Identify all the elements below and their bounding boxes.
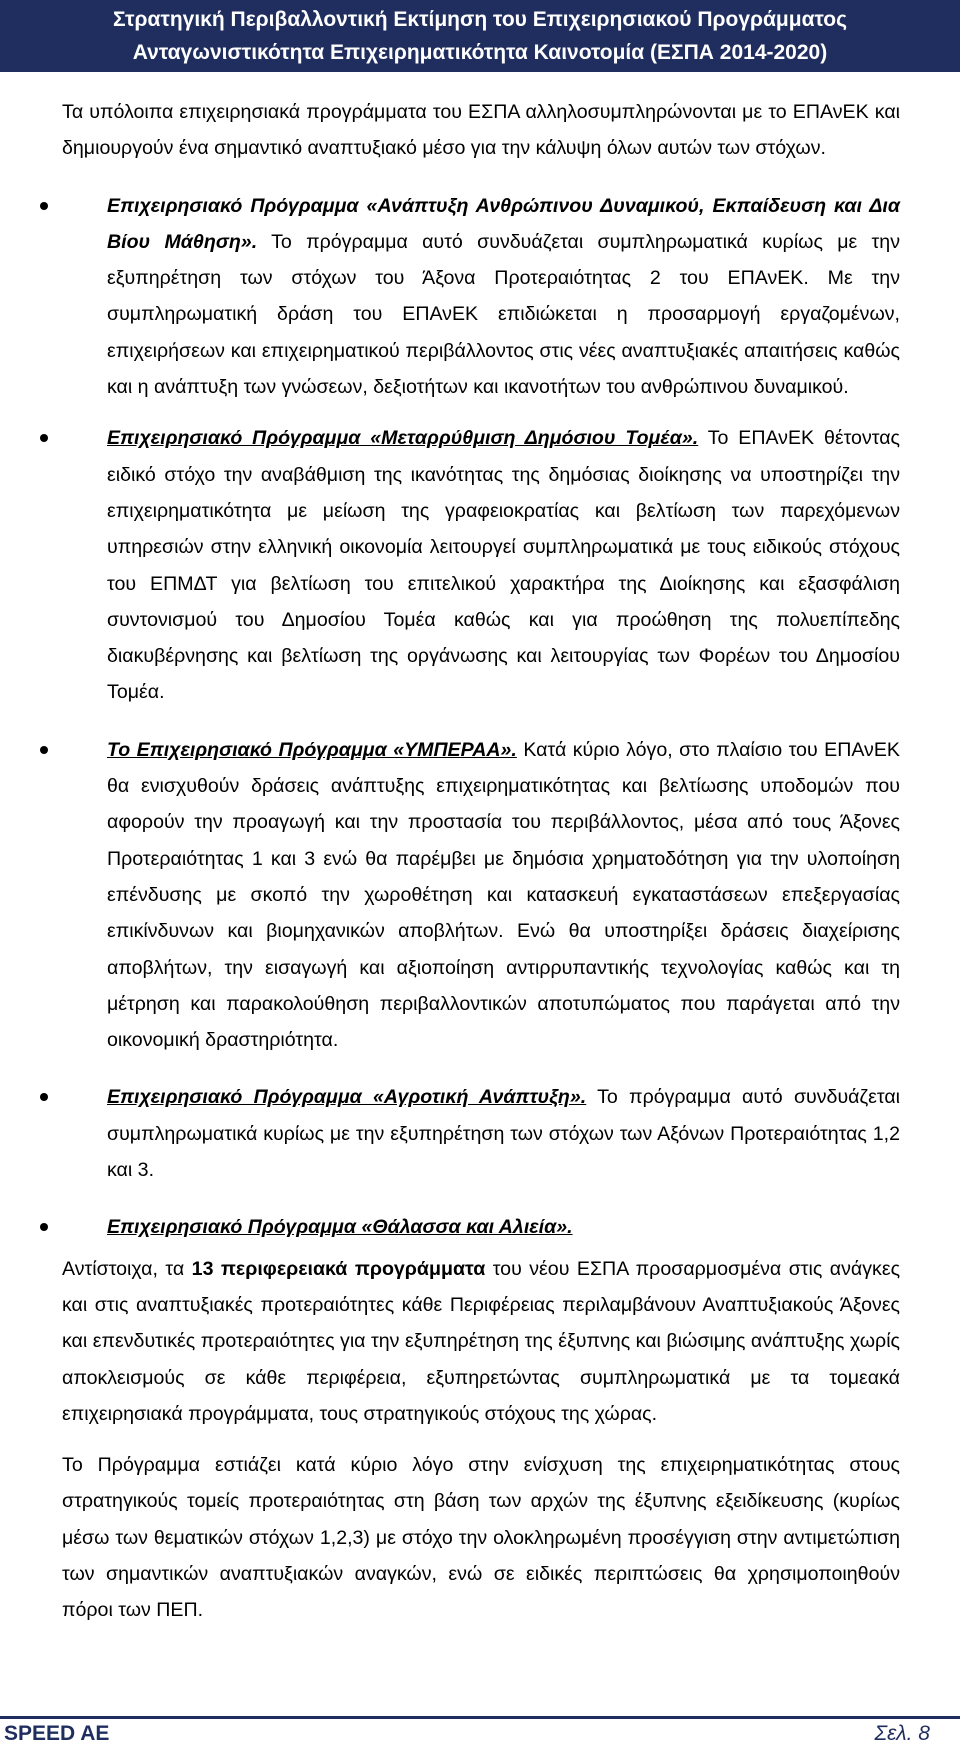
- bullet-icon: [40, 1093, 48, 1101]
- programme-title: Επιχειρησιακό Πρόγραμμα «Θάλασσα και Αλιεία».: [107, 1216, 573, 1239]
- document-body: [62, 94, 900, 1629]
- programme-text: Το ΕΠΑνΕΚ θέτοντας ειδικό στόχο την αναβάθμιση της ικανότητας της δημόσιας διοίκησης να υποστηρίζει την επιχειρηματικότητα με μείωση της γραφειοκρατίας και βελτίωση των παρεχόμενων υπηρεσιών στην ελληνική οικονομία λειτουργεί συμπληρωματικά με τους ειδικούς στόχους του ΕΠΜΔΤ για βελτίωση του επιτελικού χαρακτήρα της Διοίκησης και εξασφάλιση συντονισμού του Δημοσίου Τομέα καθώς και για προώθηση της πολυεπίπεδης διακυβέρνησης και βελτίωση της οργάνωσης και λειτουργίας των Φορέων του Δημοσίου Τομέα.: [107, 427, 900, 704]
- list-item: [62, 1209, 900, 1245]
- bullet-icon: [40, 1223, 48, 1231]
- header-title-line2: Ανταγωνιστικότητα Επιχειρηματικότητα Καινοτομία (ΕΣΠΑ 2014-2020): [132, 41, 828, 64]
- list-item: [62, 732, 900, 1059]
- footer-company: SPEED AE: [4, 1722, 110, 1745]
- list-item: [62, 188, 900, 406]
- programme-title: Το Επιχειρησιακό Πρόγραμμα «ΥΜΠΕΡΑΑ».: [107, 738, 517, 761]
- paragraph-text: Αντίστοιχα, τα: [62, 1257, 192, 1280]
- header-title-line1: Στρατηγική Περιβαλλοντική Εκτίμηση του Επιχειρησιακού Προγράμματος: [112, 8, 848, 31]
- programme-text: Το πρόγραμμα αυτό συνδυάζεται συμπληρωματικά κυρίως με την εξυπηρέτηση των στόχων του Άξονα Προτεραιότητας 2 του ΕΠΑνΕΚ. Με την συμπληρωματική δράση του ΕΠΑνΕΚ επιδιώκεται η προσαρμογή εργαζομένων, επιχειρήσεων και επιχειρηματικού περιβάλλοντος στις νέες αναπτυξιακές απαιτήσεις καθώς και η ανάπτυξη των γνώσεων, δεξιοτήτων και ικανοτήτων του ανθρώπινου δυναμικού.: [107, 230, 900, 399]
- intro-paragraph: Τα υπόλοιπα επιχειρησιακά προγράμματα του ΕΣΠΑ αλληλοσυμπληρώνονται με το ΕΠΑνΕΚ και δημιουργούν ένα σημαντικό αναπτυξιακό μέσο για την κάλυψη όλων αυτών των στόχων.: [62, 101, 900, 160]
- programme-title: Επιχειρησιακό Πρόγραμμα «Ανάπτυξη Ανθρώπινου Δυναμικού, Εκπαίδευση και Δια Βίου Μάθηση».: [107, 194, 900, 253]
- programme-focus-paragraph: Το Πρόγραμμα εστιάζει κατά κύριο λόγο στην ενίσχυση της επιχειρηματικότητας στους στρατηγικούς τομείς προτεραιότητας στη βάση των αρχών της έξυπνης εξειδίκευσης (κυρίως μέσω των θεματικών στόχων 1,2,3) με στόχο την ολοκληρωμένη προσέγγιση στην αντιμετώπιση των σημαντικών αναπτυξιακών αναγκών, ενώ σε ειδικές περιπτώσεις θα χρησιμοποιηθούν πόροι των ΠΕΠ.: [62, 1454, 900, 1622]
- programme-title: Επιχειρησιακό Πρόγραμμα «Αγροτική Ανάπτυξη».: [107, 1086, 587, 1109]
- programme-text: Το πρόγραμμα αυτό συνδυάζεται συμπληρωματικά κυρίως με την εξυπηρέτηση των στόχων των Αξόνων Προτεραιότητας 1,2 και 3.: [107, 1086, 901, 1182]
- regional-programmes-highlight: 13 περιφερειακά προγράμματα: [191, 1257, 486, 1280]
- footer-divider: [0, 1716, 960, 1719]
- bullet-icon: [40, 202, 48, 210]
- bullet-icon: [40, 434, 48, 442]
- list-item: [62, 1079, 900, 1188]
- bullet-icon: [40, 746, 48, 754]
- programme-text: Κατά κύριο λόγο, στο πλαίσιο του ΕΠΑνΕΚ θα ενισχυθούν δράσεις ανάπτυξης επιχειρηματικότητας και βελτίωσης υποδομών που αφορούν την προαγωγή και την προστασία του περιβάλλοντος, μέσα από τους Άξονες Προτεραιότητας 1 και 3 ενώ θα παρέμβει με δημόσια χρηματοδότηση για την υλοποίηση επένδυσης με σκοπό την χωροθέτηση και κατασκευή εγκαταστάσεων επεξεργασίας επικίνδυνων και βιομηχανικών αποβλήτων. Ενώ θα υποστηρίξει δράσεις διαχείρισης αποβλήτων, την εισαγωγή και αξιοποίηση αντιρρυπαντικής τεχνολογίας καθώς και τη μέτρηση και παρακολούθηση περιβαλλοντικών αποτυπώματος που παράγεται από την οικονομική δραστηριότητα.: [107, 738, 900, 1052]
- programme-list: [62, 188, 900, 1246]
- regional-programmes-paragraph: [62, 1251, 900, 1432]
- paragraph-text: του νέου ΕΣΠΑ προσαρμοσμένα στις ανάγκες και στις αναπτυξιακές προτεραιότητες κάθε Περιφέρειας περιλαμβάνουν Αναπτυξιακούς Άξονες και επενδυτικές προτεραιότητες για την εξυπηρέτηση της έξυπνης και βιώσιμης ανάπτυξης χωρίς αποκλεισμούς σε κάθε περιφέρεια, εξυπηρετώντας συμπληρωματικά με τα τομεακά επιχειρησιακά προγράμματα, τους στρατηγικούς στόχους της χώρας.: [62, 1257, 901, 1425]
- programme-title: Επιχειρησιακό Πρόγραμμα «Μεταρρύθμιση Δημόσιου Τομέα».: [107, 427, 699, 450]
- page-header: [0, 0, 960, 72]
- list-item: [62, 420, 900, 710]
- page-number: Σελ. 8: [874, 1722, 930, 1745]
